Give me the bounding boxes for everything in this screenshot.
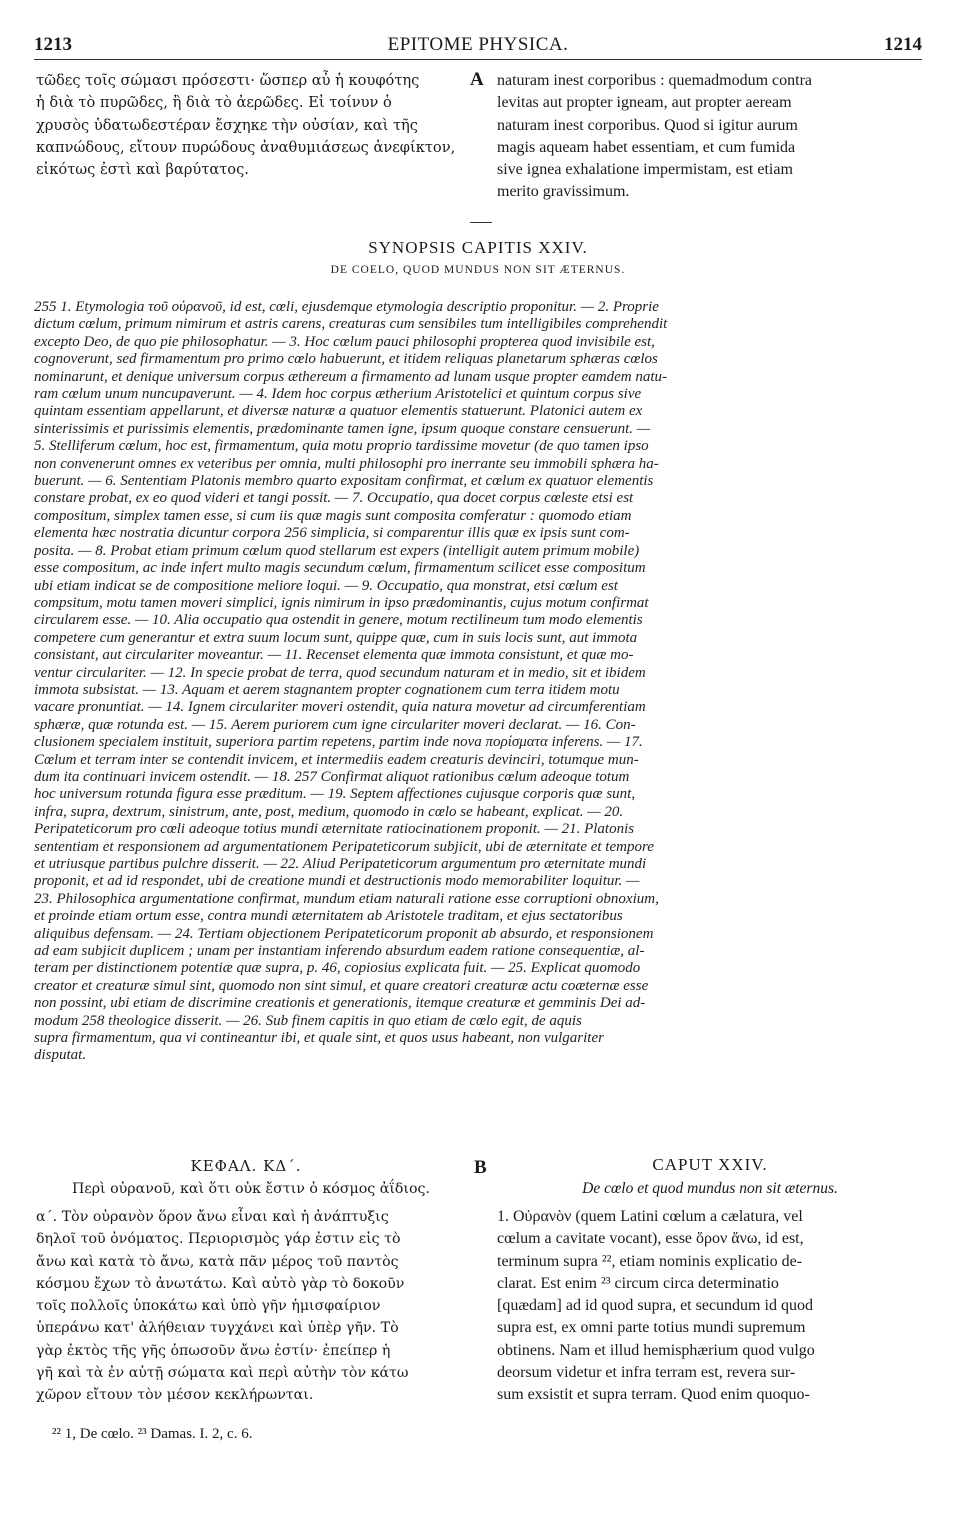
- section-divider: [470, 222, 492, 223]
- page-number-left: 1213: [34, 34, 72, 55]
- greek-text-line: ἡ διὰ τὸ πυρῶδες, ἢ διὰ τὸ ἀερῶδες. Εἰ τοίνυν ὁ: [36, 94, 392, 112]
- greek-chapter-title: ΚΕΦΑΛ. ΚΔ΄.: [190, 1157, 302, 1175]
- synopsis-line: clusionem specialem instituit, superiora partim repetens, partim inde nova πορίσματα inferens. — 17.: [34, 734, 643, 751]
- latin-body-line: sum exsistit et supra terram. Quod enim quoquo-: [497, 1386, 810, 1404]
- page-header: [34, 34, 922, 60]
- synopsis-line: excepto Deo, de quo pie philosophatur. — 3. Hoc cœlum pauci philosophi propterea quod invisibile est,: [34, 333, 655, 350]
- latin-body-line: cœlum a cavitate vocant), esse ὅρον ἄνω, id est,: [497, 1230, 804, 1248]
- synopsis-line: dictum cœlum, primum nimirum et astris carens, creaturas cum sensibiles tum intelligibiles comprehendit: [34, 316, 668, 333]
- greek-text-line: καπνώδους, εἴτουν πυρώδους ἀναθυμιάσεως ἀνεφίκτον,: [36, 138, 456, 156]
- synopsis-line: Cœlum et terram inter se contendit invicem, et intermediis eadem creaturis devinciri, totumque mun-: [34, 751, 639, 768]
- synopsis-line: 5. Stelliferum cœlum, hoc est, firmamentum, quia motu proprio tardissime movetur (de quo tamen ipso: [34, 438, 649, 455]
- footnotes: ²² 1, De cœlo. ²³ Damas. I. 2, c. 6.: [52, 1426, 253, 1442]
- synopsis-line: esse compositum, ac inde infert multo magis secundum cœlum, firmamentum scilicet esse compositum: [34, 560, 646, 577]
- latin-chapter-subtitle: De cœlo et quod mundus non sit æternus.: [582, 1180, 838, 1197]
- page-number-right: 1214: [884, 34, 922, 55]
- greek-chapter-subtitle: Περὶ οὐρανοῦ, καὶ ὅτι οὐκ ἔστιν ὁ κόσμος ἀΐδιος.: [71, 1181, 430, 1197]
- synopsis-line: creator et creaturæ simul sint, quomodo non sint simul, et quare creatori creaturæ actu coæternæ esse: [34, 977, 649, 994]
- greek-body-line: γὰρ ἐκτὸς τῆς γῆς ὁπωσοῦν ἄνω ἐστίν· ἐπείπερ ἡ: [36, 1342, 391, 1359]
- synopsis-line: buerunt. — 6. Sententiam Platonis membro quarto expositam confirmat, et cœlum ex quatuor elementis: [34, 473, 654, 490]
- synopsis-line: proponit, et ad id respondet, ubi de creatione mundi et destructionis modo memorabiliter loquitur. —: [34, 873, 640, 890]
- synopsis-line: ubi etiam indicat se de compositione meliore loqui. — 9. Occupatio, qua monstrat, etsi cœlum est: [34, 577, 618, 594]
- synopsis-line: hoc universum rotunda figura esse præditum. — 19. Septem affectiones cujusque corporis quæ sunt,: [34, 786, 636, 803]
- synopsis-line: ad eam subjicit duplicem ; unam per instantiam inferendo absurdum eadem ratione consequentiæ, al-: [34, 943, 645, 960]
- latin-body-line: deorsum videtur et infra terram est, revera sur-: [497, 1364, 796, 1382]
- greek-text-line: χρυσὸς ὑδατωδεστέραν ἔσχηκε τὴν οὐσίαν, καὶ τῆς: [36, 116, 418, 134]
- greek-column-top: [36, 70, 466, 181]
- running-title: EPITOME PHYSICA.: [387, 34, 569, 55]
- synopsis-line: infra, supra, dextrum, sinistrum, ante, post, medium, quomodo in cœlo se habeant, explicat. — 20.: [34, 803, 624, 820]
- greek-body-line: γῆ καὶ τὰ ἐν αὐτῇ σώματα καὶ περὶ αὐτὴν τὸν κάτω: [36, 1365, 409, 1382]
- column-marker-a: A: [470, 69, 484, 90]
- latin-body-line: terminum supra ²², etiam nominis explicatio de-: [497, 1252, 803, 1270]
- synopsis-line: constare probat, ex eo quod videri et tangi possit. — 7. Occupatio, qua docet corpus cœleste etsi est: [34, 490, 634, 507]
- greek-body-line: χῶρον εἴτουν τὸν μέσον κεκλήρωνται.: [36, 1387, 314, 1404]
- latin-column-top: [497, 70, 923, 204]
- latin-text-line: magis aqueam habet essentiam, et cum fumida: [497, 138, 796, 156]
- synopsis-line: quintam essentiam appellarunt, et diversæ naturæ a quatuor elementis statuerunt. Platonici autem ex: [34, 403, 643, 420]
- synopsis-line: nominarunt, et denique universum corpus æthereum a firmamento ad lunam usque propter eamdem natu-: [34, 368, 667, 385]
- synopsis-line: Peripateticorum pro cœli adeoque totius mundi æternitate ratiocinationem proponit. — 21. Platonis: [34, 821, 635, 838]
- latin-text-line: naturam inest corporibus. Quod si igitur aurum: [497, 116, 798, 134]
- synopsis-line: teram per distinctionem potentiæ quæ supra, p. 46, copiosius explicata fuit. — 25. Explicat quomodo: [34, 960, 641, 977]
- synopsis-line: circularem esse. — 10. Alia occupatio qua ostendit in genere, motum rectilineum tum modo elementis: [34, 612, 643, 629]
- latin-column-body: [497, 1206, 927, 1407]
- latin-body-line: obtinens. Nam et illud hemisphærium quod vulgo: [497, 1341, 815, 1359]
- latin-body-line: supra est, ex omni parte totius mundi supremum: [497, 1319, 806, 1337]
- greek-column-body: [36, 1206, 468, 1407]
- synopsis-line: ventur circulariter. — 12. In specie probat de terra, quod secundum naturam et in medio, sit et ibidem: [34, 664, 646, 681]
- synopsis-line: et proinde etiam ortum esse, contra mundi æternitatem ab Aristotele traditam, et ejus sectatoribus: [34, 908, 623, 925]
- synopsis-line: posita. — 8. Probat etiam primum cœlum quod stellarum est expers (intelligit autem primum mobile): [34, 542, 640, 559]
- synopsis-line: supra firmamentum, qua vi contineantur ibi, et quale sint, et quos usus habeant, non vulgariter: [34, 1030, 604, 1047]
- synopsis-line: non convenerunt omnes ex veteribus per omnia, multi philosophi pro inerrante seu immobili sphæra ha-: [34, 455, 659, 472]
- synopsis-title: SYNOPSIS CAPITIS XXIV.: [368, 238, 588, 257]
- synopsis-line: 255 1. Etymologia τοῦ οὐρανοῦ, id est, cœli, ejusdemque etymologia descriptio proponitur. — 2. Proprie: [34, 299, 659, 315]
- greek-body-line: ὑπεράνω κατ' ἀλήθειαν τυγχάνει καὶ ὑπὲρ γῆν. Τὸ: [36, 1320, 399, 1337]
- synopsis-line: et utriusque partibus pulchre disserit. — 22. Aliud Peripateticorum argumentum pro æternitate mundi: [34, 856, 647, 872]
- synopsis-line: immota subsistat. — 13. Aquam et aerem stagnantem propter cognationem cum terra itidem motu: [34, 681, 620, 698]
- latin-body-line: 1. Οὐρανὸν (quem Latini cœlum a cælatura, vel: [497, 1208, 803, 1225]
- latin-text-line: naturam inest corporibus : quemadmodum contra: [497, 72, 813, 89]
- latin-body-line: clarat. Est enim ²³ circum circa determinatio: [497, 1274, 779, 1292]
- greek-body-line: ἄνω καὶ κατὰ τὸ ἄνω, κατὰ πᾶν μέρος τοῦ παντὸς: [36, 1253, 399, 1270]
- synopsis-line: competere cum generantur et extra suum locum sunt, quippe quæ, cum in suis locis sunt, aut immota: [34, 629, 638, 646]
- greek-text-line: εἰκότως ἐστὶ καὶ βαρύτατος.: [36, 161, 249, 179]
- latin-text-line: levitas aut propter igneam, aut propter aeream: [497, 94, 792, 112]
- synopsis-line: modum 258 theologice disserit. — 26. Sub finem capitis in quo etiam de cœlo egit, de aquis: [34, 1012, 582, 1029]
- synopsis-line: dum ita continuari invicem ostendit. — 18. 257 Confirmat aliquot rationibus cœlum adeoque totum: [34, 768, 630, 785]
- synopsis-line: 23. Philosophica argumentatione confirmat, mundum etiam naturali ratione esse corruptioni obnoxium,: [34, 890, 659, 907]
- latin-chapter-title: CAPUT XXIV.: [652, 1155, 768, 1174]
- latin-text-line: sive ignea exhalatione impermistam, est etiam: [497, 161, 793, 179]
- synopsis-line: vacare pronuntiat. — 14. Ignem circulariter moveri ostendit, quia natura movetur ad circumferentiam: [34, 699, 646, 716]
- synopsis-subtitle: DE COELO, QUOD MUNDUS NON SIT ÆTERNUS.: [330, 264, 626, 276]
- synopsis-line: sententiam et responsionem ad argumentationem Peripateticorum subjicit, ubi de æternitate et tempore: [34, 838, 654, 855]
- synopsis-line: compositum, simplex tamen esse, si cum iis quæ magis sunt composita comferatur : quomodo etiam: [34, 507, 632, 524]
- latin-body-line: [quædam] ad id quod supra, et secundum id quod: [497, 1297, 813, 1315]
- synopsis-line: sinterissimis et purissimis elementis, prædominante tamen igne, ipsum quoque constare censuerunt. —: [34, 420, 651, 437]
- synopsis-line: elementa hæc nostratia dicuntur corpora 256 simplicia, si comparentur illis quæ ex ipsis sunt com-: [34, 525, 630, 542]
- synopsis-line: non possint, ubi etiam de discrimine creationis et generationis, itemque creaturæ et gemminis Dei ad-: [34, 995, 646, 1012]
- column-marker-b: B: [474, 1157, 487, 1178]
- synopsis-text: [34, 299, 922, 1065]
- synopsis-line: sphæræ, quæ rotunda est. — 15. Aerem puriorem cum igne circulariter moveri declarat. — 16. Con-: [34, 716, 636, 733]
- synopsis-line: consistant, aut circulariter moveantur. — 11. Recenset elementa quæ immota consistunt, et quæ mo-: [34, 647, 634, 664]
- greek-body-line: δηλοῖ τοῦ ὀνόματος. Περιορισμὸς γάρ ἐστιν εἰς τὸ: [36, 1231, 401, 1248]
- greek-body-line: τοῖς πολλοῖς ὑποκάτω καὶ ὑπὸ γῆν ἡμισφαίριον: [36, 1298, 381, 1315]
- greek-body-line: κόσμου ἔχων τὸ ἀνωτάτω. Καὶ αὐτὸ γὰρ τὸ δοκοῦν: [36, 1275, 405, 1292]
- synopsis-line: disputat.: [34, 1047, 87, 1064]
- synopsis-line: aliquibus defensam. — 24. Tertiam objectionem Peripateticorum proponit ab absurdo, et responsionem: [34, 925, 654, 942]
- synopsis-line: compsitum, motu tamen moveri simplici, ignis nimirum in ipso prædominantis, cujus motum confirmat: [34, 594, 649, 611]
- greek-body-line: α΄. Τὸν οὐρανὸν ὅρον ἄνω εἶναι καὶ ἡ ἀνάπτυξις: [36, 1209, 389, 1225]
- synopsis-line: cognoverunt, sed firmamentum pro primo cœlo habuerunt, et itidem reliquas planetarum sphæras cœlos: [34, 351, 658, 368]
- greek-text-line: τῶδες τοῖς σώμασι πρόσεστι· ὥσπερ αὖ ἡ κουφότης: [36, 72, 420, 89]
- synopsis-line: ram cœlum unum nuncupaverunt. — 4. Idem hoc corpus ætherium Aristotelici et quintum corpus sive: [34, 386, 642, 403]
- latin-text-line: merito gravissimum.: [497, 183, 630, 201]
